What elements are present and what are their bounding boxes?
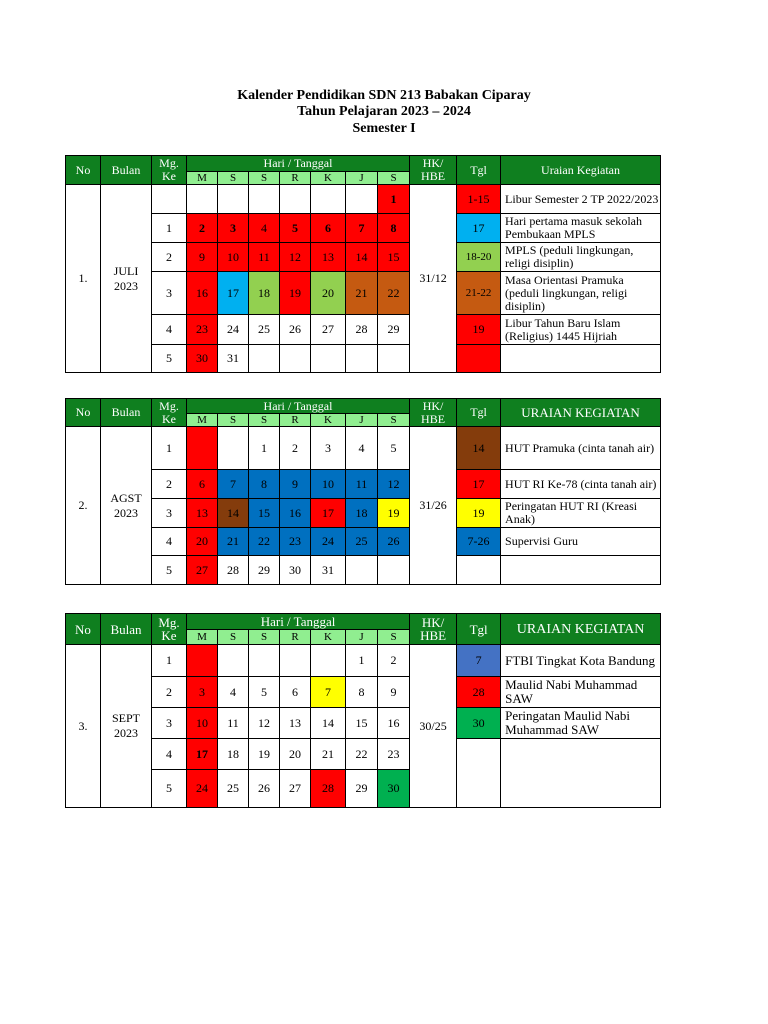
date-cell: 16 <box>280 499 311 528</box>
date-cell <box>187 427 218 470</box>
date-cell: 22 <box>249 528 280 556</box>
event-date: 17 <box>457 214 501 243</box>
date-cell: 15 <box>346 708 378 739</box>
date-cell: 8 <box>346 677 378 708</box>
day-header: S <box>378 630 410 645</box>
date-cell: 30 <box>378 770 410 808</box>
date-cell <box>280 645 311 677</box>
week-no: 1 <box>152 645 187 677</box>
date-cell: 24 <box>218 315 249 345</box>
date-cell <box>249 185 280 214</box>
header-uraian: Uraian Kegiatan <box>501 156 661 185</box>
week-no: 3 <box>152 499 187 528</box>
day-header: K <box>311 172 346 185</box>
date-cell: 2 <box>378 645 410 677</box>
header-hari: Hari / Tanggal <box>187 156 410 172</box>
date-cell: 27 <box>280 770 311 808</box>
event-date: 1-15 <box>457 185 501 214</box>
month-no: 2. <box>66 427 101 585</box>
date-cell: 26 <box>249 770 280 808</box>
date-cell: 19 <box>280 272 311 315</box>
month-name: JULI 2023 <box>101 185 152 373</box>
event-description <box>501 556 661 585</box>
date-cell: 25 <box>346 528 378 556</box>
week-no: 2 <box>152 470 187 499</box>
date-cell: 12 <box>249 708 280 739</box>
date-cell: 3 <box>187 677 218 708</box>
date-cell <box>311 645 346 677</box>
event-date: 28 <box>457 677 501 708</box>
date-cell <box>311 185 346 214</box>
date-cell: 14 <box>346 243 378 272</box>
date-cell: 27 <box>187 556 218 585</box>
week-no: 5 <box>152 556 187 585</box>
header-hari: Hari / Tanggal <box>187 614 410 630</box>
date-cell: 4 <box>218 677 249 708</box>
date-cell: 18 <box>249 272 280 315</box>
event-description: Libur Tahun Baru Islam (Religius) 1445 Hijriah <box>501 315 661 345</box>
date-cell: 25 <box>249 315 280 345</box>
date-cell: 25 <box>218 770 249 808</box>
date-cell: 12 <box>280 243 311 272</box>
day-header: J <box>346 630 378 645</box>
date-cell: 17 <box>218 272 249 315</box>
event-description: Hari pertama masuk sekolah Pembukaan MPLS <box>501 214 661 243</box>
month-name: SEPT 2023 <box>101 645 152 808</box>
date-cell <box>378 345 410 373</box>
header-bulan: Bulan <box>101 156 152 185</box>
date-cell <box>218 645 249 677</box>
day-header: M <box>187 172 218 185</box>
header-no: No <box>66 156 101 185</box>
date-cell: 20 <box>311 272 346 315</box>
date-cell: 4 <box>346 427 378 470</box>
date-cell: 1 <box>249 427 280 470</box>
date-cell: 28 <box>218 556 249 585</box>
event-date <box>457 556 501 585</box>
event-description: Maulid Nabi Muhammad SAW <box>501 677 661 708</box>
date-cell <box>187 645 218 677</box>
date-cell: 20 <box>187 528 218 556</box>
event-description: Libur Semester 2 TP 2022/2023 <box>501 185 661 214</box>
date-cell: 3 <box>218 214 249 243</box>
date-cell: 26 <box>280 315 311 345</box>
day-header: S <box>249 630 280 645</box>
date-cell: 11 <box>346 470 378 499</box>
month-no: 3. <box>66 645 101 808</box>
header-bulan: Bulan <box>101 399 152 427</box>
date-cell: 29 <box>346 770 378 808</box>
date-cell: 30 <box>280 556 311 585</box>
date-cell <box>346 556 378 585</box>
date-cell: 15 <box>249 499 280 528</box>
event-date: 18-20 <box>457 243 501 272</box>
date-cell: 11 <box>249 243 280 272</box>
week-no <box>152 185 187 214</box>
header-mg: Mg. Ke <box>152 399 187 427</box>
hk-value: 31/12 <box>410 185 457 373</box>
date-cell: 11 <box>218 708 249 739</box>
day-header: K <box>311 630 346 645</box>
day-header: S <box>218 630 249 645</box>
date-cell: 7 <box>311 677 346 708</box>
date-cell: 20 <box>280 739 311 770</box>
event-date: 30 <box>457 708 501 739</box>
date-cell: 30 <box>187 345 218 373</box>
event-date: 21-22 <box>457 272 501 315</box>
date-cell: 15 <box>378 243 410 272</box>
date-cell: 19 <box>249 739 280 770</box>
date-cell: 9 <box>187 243 218 272</box>
date-cell: 19 <box>378 499 410 528</box>
day-header: R <box>280 414 311 427</box>
date-cell <box>249 645 280 677</box>
week-no: 4 <box>152 315 187 345</box>
date-cell: 28 <box>346 315 378 345</box>
date-cell <box>346 185 378 214</box>
event-date <box>457 739 501 808</box>
date-cell: 10 <box>311 470 346 499</box>
date-cell <box>218 185 249 214</box>
week-no: 4 <box>152 739 187 770</box>
event-description: Masa Orientasi Pramuka (peduli lingkungan, religi disiplin) <box>501 272 661 315</box>
date-cell: 28 <box>311 770 346 808</box>
date-cell: 10 <box>218 243 249 272</box>
date-cell: 14 <box>311 708 346 739</box>
date-cell: 7 <box>346 214 378 243</box>
day-header: J <box>346 172 378 185</box>
date-cell <box>187 185 218 214</box>
day-header: S <box>218 414 249 427</box>
date-cell: 13 <box>311 243 346 272</box>
header-mg: Mg. Ke <box>152 156 187 185</box>
date-cell: 6 <box>280 677 311 708</box>
event-description: MPLS (peduli lingkungan, religi disiplin) <box>501 243 661 272</box>
calendar-table-sept <box>65 613 661 808</box>
date-cell: 6 <box>187 470 218 499</box>
date-cell: 23 <box>187 315 218 345</box>
date-cell: 14 <box>218 499 249 528</box>
date-cell: 1 <box>346 645 378 677</box>
calendar-table-agst <box>65 398 661 585</box>
month-name: AGST 2023 <box>101 427 152 585</box>
date-cell <box>249 345 280 373</box>
date-cell: 8 <box>249 470 280 499</box>
date-cell: 18 <box>346 499 378 528</box>
calendar-table-juli <box>65 155 661 373</box>
event-date: 19 <box>457 499 501 528</box>
event-date: 7-26 <box>457 528 501 556</box>
header-uraian: URAIAN KEGIATAN <box>501 399 661 427</box>
day-header: S <box>218 172 249 185</box>
event-description <box>501 345 661 373</box>
day-header: M <box>187 414 218 427</box>
hk-value: 30/25 <box>410 645 457 808</box>
week-no: 2 <box>152 677 187 708</box>
date-cell: 5 <box>249 677 280 708</box>
date-cell: 24 <box>311 528 346 556</box>
date-cell <box>311 345 346 373</box>
day-header: S <box>378 172 410 185</box>
date-cell: 21 <box>346 272 378 315</box>
header-uraian: URAIAN KEGIATAN <box>501 614 661 645</box>
date-cell: 13 <box>187 499 218 528</box>
date-cell <box>378 556 410 585</box>
date-cell: 21 <box>218 528 249 556</box>
event-description: Supervisi Guru <box>501 528 661 556</box>
date-cell: 13 <box>280 708 311 739</box>
week-no: 2 <box>152 243 187 272</box>
header-hk: HK/ HBE <box>410 399 457 427</box>
day-header: M <box>187 630 218 645</box>
title-line-1: Kalender Pendidikan SDN 213 Babakan Ciparay <box>237 88 531 103</box>
date-cell: 3 <box>311 427 346 470</box>
event-date: 14 <box>457 427 501 470</box>
header-tgl: Tgl <box>457 399 501 427</box>
event-description <box>501 739 661 808</box>
week-no: 3 <box>152 708 187 739</box>
event-date: 7 <box>457 645 501 677</box>
date-cell: 1 <box>378 185 410 214</box>
date-cell: 31 <box>311 556 346 585</box>
event-description: HUT Pramuka (cinta tanah air) <box>501 427 661 470</box>
date-cell: 8 <box>378 214 410 243</box>
day-header: R <box>280 172 311 185</box>
event-date <box>457 345 501 373</box>
date-cell <box>280 185 311 214</box>
date-cell: 31 <box>218 345 249 373</box>
date-cell: 23 <box>378 739 410 770</box>
header-hari: Hari / Tanggal <box>187 399 410 414</box>
date-cell: 24 <box>187 770 218 808</box>
header-tgl: Tgl <box>457 614 501 645</box>
day-header: S <box>378 414 410 427</box>
week-no: 5 <box>152 770 187 808</box>
month-no: 1. <box>66 185 101 373</box>
date-cell: 9 <box>280 470 311 499</box>
date-cell: 18 <box>218 739 249 770</box>
date-cell: 2 <box>187 214 218 243</box>
day-header: S <box>249 414 280 427</box>
event-date: 19 <box>457 315 501 345</box>
date-cell: 12 <box>378 470 410 499</box>
date-cell <box>346 345 378 373</box>
date-cell: 21 <box>311 739 346 770</box>
date-cell: 29 <box>378 315 410 345</box>
day-header: J <box>346 414 378 427</box>
date-cell: 5 <box>378 427 410 470</box>
date-cell: 22 <box>346 739 378 770</box>
header-hk: HK/ HBE <box>410 614 457 645</box>
date-cell: 2 <box>280 427 311 470</box>
date-cell: 16 <box>378 708 410 739</box>
date-cell: 27 <box>311 315 346 345</box>
event-date: 17 <box>457 470 501 499</box>
date-cell <box>218 427 249 470</box>
date-cell: 29 <box>249 556 280 585</box>
hk-value: 31/26 <box>410 427 457 585</box>
day-header: S <box>249 172 280 185</box>
header-tgl: Tgl <box>457 156 501 185</box>
day-header: K <box>311 414 346 427</box>
week-no: 1 <box>152 214 187 243</box>
date-cell: 17 <box>187 739 218 770</box>
date-cell: 5 <box>280 214 311 243</box>
header-no: No <box>66 614 101 645</box>
date-cell: 10 <box>187 708 218 739</box>
header-mg: Mg. Ke <box>152 614 187 645</box>
day-header: R <box>280 630 311 645</box>
date-cell: 23 <box>280 528 311 556</box>
date-cell: 26 <box>378 528 410 556</box>
date-cell: 6 <box>311 214 346 243</box>
date-cell: 7 <box>218 470 249 499</box>
event-description: Peringatan HUT RI (Kreasi Anak) <box>501 499 661 528</box>
week-no: 3 <box>152 272 187 315</box>
title-line-2: Tahun Pelajaran 2023 – 2024 <box>297 104 471 119</box>
event-description: Peringatan Maulid Nabi Muhammad SAW <box>501 708 661 739</box>
date-cell: 4 <box>249 214 280 243</box>
header-no: No <box>66 399 101 427</box>
week-no: 4 <box>152 528 187 556</box>
date-cell: 9 <box>378 677 410 708</box>
week-no: 1 <box>152 427 187 470</box>
event-description: FTBI Tingkat Kota Bandung <box>501 645 661 677</box>
date-cell <box>280 345 311 373</box>
header-bulan: Bulan <box>101 614 152 645</box>
event-description: HUT RI Ke-78 (cinta tanah air) <box>501 470 661 499</box>
week-no: 5 <box>152 345 187 373</box>
header-hk: HK/ HBE <box>410 156 457 185</box>
date-cell: 17 <box>311 499 346 528</box>
date-cell: 22 <box>378 272 410 315</box>
title-line-3: Semester I <box>352 121 416 136</box>
date-cell: 16 <box>187 272 218 315</box>
